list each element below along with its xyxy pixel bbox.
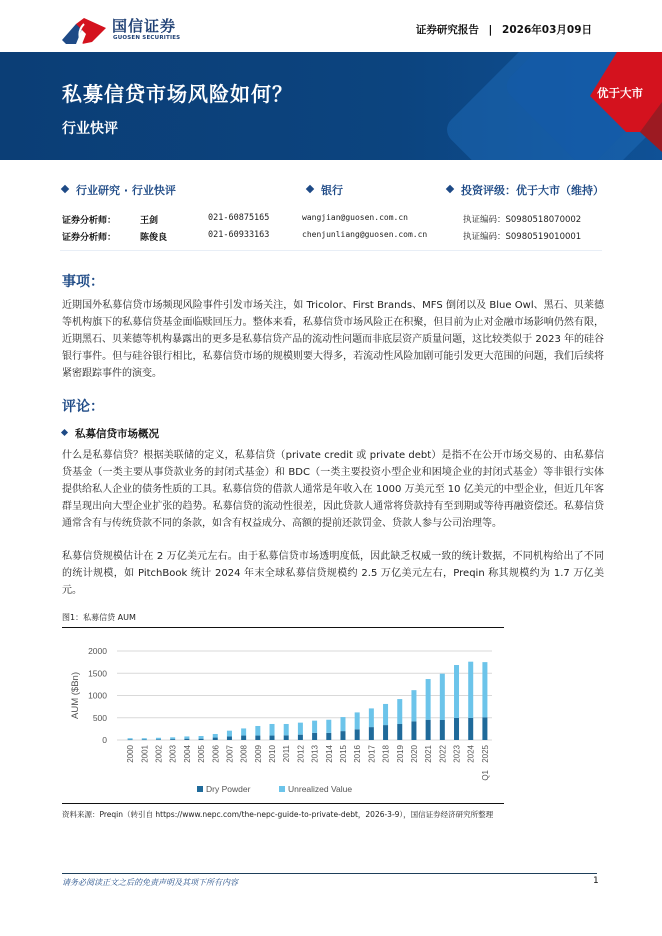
bar-segment — [482, 662, 487, 717]
x-tick-label: 2003 — [168, 745, 178, 763]
bar-segment — [241, 728, 246, 735]
bar-segment — [128, 738, 133, 739]
x-tick-label: 2023 — [452, 745, 462, 763]
bar-segment — [411, 721, 416, 740]
analyst-email[interactable]: chenjunliang@guosen.com.cn — [302, 230, 428, 239]
y-tick-label: 500 — [92, 712, 107, 723]
tag-sector: 银行 — [307, 182, 343, 198]
bar-segment — [227, 736, 232, 740]
x-tick-label: 2020 — [409, 745, 419, 763]
analyst-phone: 021-60933163 — [208, 230, 270, 240]
analyst-cert: 执证编码：S0980519010001 — [463, 232, 582, 242]
bar-segment — [383, 725, 388, 740]
legend-label: Dry Powder — [206, 784, 251, 794]
x-tick-label: 2010 — [268, 745, 278, 763]
bar-segment — [128, 740, 133, 741]
bar-segment — [298, 723, 303, 735]
rating-badge: 优于大市 — [597, 86, 643, 100]
figure-source: 资料来源：Preqin（转引自 https://www.nepc.com/the-nepc-guide-to-private-debt，2026-3-9），国信证券经济研究所整理 — [62, 810, 494, 819]
x-tick-label: 2011 — [282, 745, 292, 763]
diamond-icon — [61, 429, 68, 436]
bar-segment — [369, 708, 374, 727]
separator: | — [488, 24, 493, 36]
bar-segment — [142, 738, 147, 739]
analyst-row — [62, 213, 622, 230]
bar-segment — [426, 720, 431, 740]
x-tick-label: 2015 — [338, 745, 348, 763]
x-tick-label: 2009 — [253, 745, 263, 763]
report-meta — [416, 22, 592, 37]
comment-paragraph-2: 私募信贷规模估计在 2 万亿美元左右。由于私募信贷市场透明度低，因此缺乏权威一致的统计数据，不同机构给出了不同的统计规模，如 PitchBook 统计 2024 年末全球私募信贷规模约 2.5 万亿美元左右，Preqin 称其规模约为 1.7 万亿美元。 — [62, 551, 604, 596]
analyst-cert: 执证编码：S0980518070002 — [463, 215, 582, 225]
x-tick-label: 2021 — [424, 745, 434, 763]
bar-segment — [241, 736, 246, 740]
bar-segment — [482, 717, 487, 740]
figure-top-rule — [62, 627, 504, 628]
bar-segment — [270, 724, 275, 736]
aum-bar-chart — [62, 635, 504, 800]
diamond-icon — [306, 185, 314, 193]
x-tick-label: 2012 — [296, 745, 306, 763]
bar-segment — [468, 662, 473, 718]
bar-segment — [340, 717, 345, 731]
x-tick-label: 2014 — [324, 745, 334, 763]
bullet-heading: 私募信贷市场概况 — [62, 426, 159, 441]
bar-segment — [284, 735, 289, 740]
x-tick-label: 2007 — [225, 745, 235, 763]
analyst-phone: 021-60875165 — [208, 213, 270, 223]
x-tick-label: 2024 — [466, 745, 476, 763]
analyst-name: 王剑 — [140, 216, 159, 226]
legend-label: Unrealized Value — [288, 784, 353, 794]
page-header — [0, 0, 662, 52]
bar-segment — [270, 736, 275, 740]
bar-segment — [142, 740, 147, 741]
bar-segment — [355, 712, 360, 729]
page-number: 1 — [593, 876, 599, 886]
comment-paragraph-1: 什么是私募信贷？根据美联储的定义，私募信贷（private credit 或 private debt）是指不在公开市场交易的、由私募信贷基金（一类主要从事贷款业务的封闭式基金）和 BDC（一类主要投资小型企业和困境企业的封闭式基金）等非银行实体提供给私人企业的债务性质的工具。私募信贷的借款人通常是年收入在 1000 万美元至 10 亿美元的中型企业，但近几年客群呈现出向大型企业扩张的趋势。私募信贷的流动性很差，因此贷款人通常将贷款持有至到期或等待再融资偿还。私募信贷通常含有与传统贷款不同的条款，如含有权益成分、高额的提前还款罚金、贷款人参与公司治理等。 — [62, 450, 604, 529]
bar-segment — [440, 720, 445, 740]
x-tick-label: 2017 — [367, 745, 377, 763]
diamond-icon — [446, 185, 454, 193]
bar-segment — [170, 737, 175, 739]
aum-chart — [62, 635, 504, 800]
report-type: 证券研究报告 — [415, 24, 479, 36]
x-tick-label: 2008 — [239, 745, 249, 763]
x-tick-label: 2002 — [154, 745, 164, 763]
bar-segment — [326, 733, 331, 740]
bar-segment — [213, 734, 218, 738]
bar-segment — [355, 729, 360, 740]
analyst-role: 证券分析师： — [62, 216, 117, 226]
report-subtitle: 行业快评 — [62, 121, 118, 137]
analyst-email[interactable]: wangjian@guosen.com.cn — [302, 213, 408, 222]
title-banner — [0, 52, 662, 160]
section-heading-matters: 事项： — [62, 274, 104, 290]
legend-swatch — [279, 786, 285, 792]
bar-segment — [213, 738, 218, 740]
divider — [60, 250, 602, 251]
bar-segment — [184, 739, 189, 740]
bar-segment — [454, 718, 459, 740]
tag-rating: 投资评级：优于大市（维持） — [447, 182, 604, 198]
bar-segment — [383, 704, 388, 725]
bar-segment — [440, 674, 445, 720]
bar-segment — [397, 699, 402, 724]
x-tick-label: 2005 — [197, 745, 207, 763]
bar-segment — [326, 720, 331, 733]
x-tick-label: 2016 — [353, 745, 363, 763]
guosen-logo — [62, 14, 182, 46]
x-tick-label: 2001 — [140, 745, 150, 763]
matters-paragraph: 近期国外私募信贷市场频现风险事件引发市场关注，如 Tricolor、First Brands、MFS 倒闭以及 Blue Owl、黑石、贝莱德等机构旗下的私募信贷基金面临赎回压力。整体来看，私募信贷市场风险正在积聚，但目前为止对金融市场影响仍然有限，近期黑石、贝莱德等机构暴露出的更多是私募信贷产品的流动性问题而非底层资产质量问题，这比较类似于 2023 年的硅谷银行事件。但与硅谷银行相比，私募信贷市场的规模则要大得多，若流动性风险加剧可能引发更大范围的问题，我们后续将紧密跟踪事件的演变。 — [62, 300, 604, 379]
bar-segment — [369, 727, 374, 740]
y-tick-label: 1000 — [88, 690, 107, 701]
bar-segment — [340, 731, 345, 740]
bar-segment — [199, 736, 204, 739]
analyst-role: 证券分析师： — [62, 233, 117, 243]
bar-segment — [184, 736, 189, 738]
logo-english-name: GUOSEN SECURITIES — [113, 35, 181, 41]
y-tick-label: 2000 — [88, 646, 107, 656]
x-tick-label: 2019 — [395, 745, 405, 763]
bar-segment — [312, 733, 317, 740]
x-tick-label: 2013 — [310, 745, 320, 763]
bar-segment — [468, 718, 473, 740]
x-tick-label: 2018 — [381, 745, 391, 763]
analyst-list — [62, 213, 622, 247]
report-date: 2026年03月09日 — [502, 24, 592, 36]
x-tick-label: 2025 — [480, 745, 490, 763]
logo-icon — [62, 16, 108, 44]
x-tick-label: 2006 — [211, 745, 221, 763]
analyst-name: 陈俊良 — [140, 233, 168, 243]
report-tags — [62, 182, 602, 198]
y-tick-label: 0 — [102, 735, 107, 745]
bar-segment — [255, 736, 260, 740]
footer-disclaimer: 请务必阅读正文之后的免责声明及其项下所有内容 — [62, 878, 238, 887]
bar-segment — [426, 679, 431, 720]
legend-swatch — [197, 786, 203, 792]
section-heading-comment: 评论： — [62, 399, 104, 415]
bar-segment — [411, 690, 416, 721]
report-title: 私募信贷市场风险如何？ — [62, 82, 293, 106]
bar-segment — [156, 738, 161, 740]
y-tick-label: 1500 — [88, 668, 107, 679]
bar-segment — [312, 721, 317, 733]
x-tick-label: 2004 — [182, 745, 192, 763]
bar-segment — [227, 731, 232, 737]
bar-segment — [255, 726, 260, 736]
logo-chinese-name: 国信证券 — [112, 17, 177, 35]
figure-bottom-rule — [62, 803, 504, 804]
x-tick-label: 2000 — [126, 745, 136, 763]
bar-segment — [298, 735, 303, 740]
bar-segment — [199, 739, 204, 740]
bar-segment — [170, 739, 175, 740]
x-tick-label: Q1 — [480, 770, 490, 781]
tag-category: 行业研究 · 行业快评 — [62, 182, 176, 198]
diamond-icon — [61, 185, 69, 193]
bar-segment — [397, 724, 402, 740]
bar-segment — [156, 739, 161, 740]
x-tick-label: 2022 — [438, 745, 448, 763]
figure-caption: 图1：私募信贷 AUM — [62, 613, 136, 622]
y-axis-label: AUM ($Bn) — [70, 672, 81, 719]
bar-segment — [454, 665, 459, 718]
analyst-row — [62, 230, 622, 247]
bar-segment — [284, 724, 289, 735]
footer-rule — [62, 873, 597, 874]
